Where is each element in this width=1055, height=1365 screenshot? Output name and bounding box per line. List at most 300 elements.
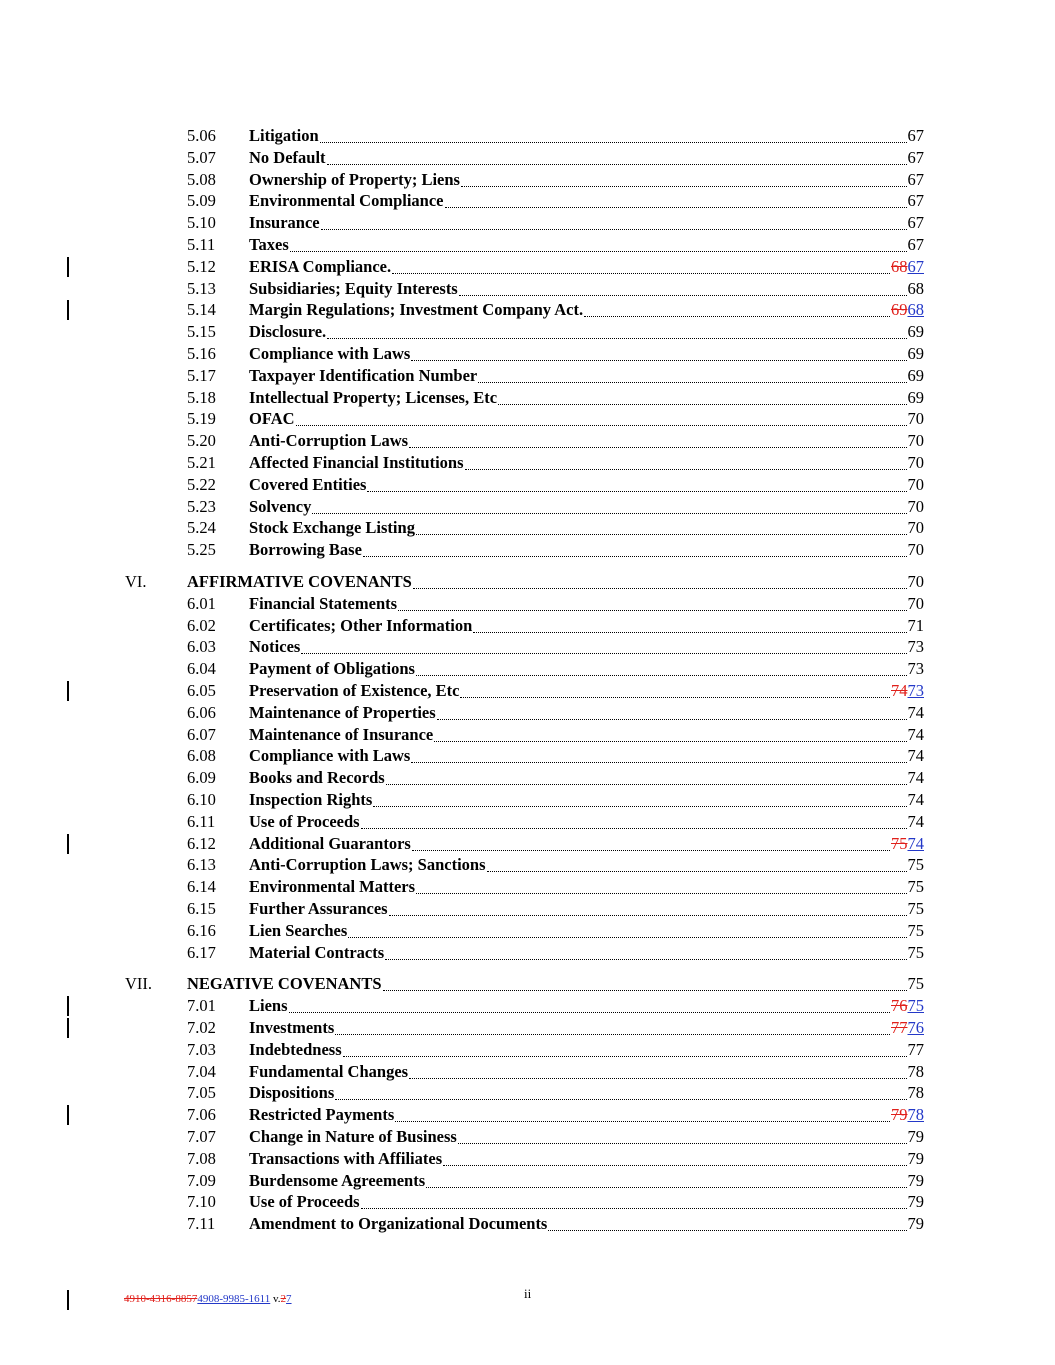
toc-section-entry — [0, 920, 1055, 942]
page-ref: 69 — [907, 344, 924, 363]
page-ref-inserted: 75 — [907, 996, 924, 1016]
toc-leader-line — [187, 571, 924, 593]
toc-leader-line — [249, 474, 924, 496]
section-title: Disclosure. — [249, 322, 327, 342]
toc-article-entry — [0, 571, 1055, 593]
toc-section-entry — [0, 212, 1055, 234]
toc-leader-line — [249, 1191, 924, 1213]
section-title: Change in Nature of Business — [249, 1127, 457, 1146]
section-title: OFAC — [249, 409, 295, 429]
page-ref — [891, 299, 924, 321]
page-ref — [891, 1104, 924, 1126]
section-number: 5.18 — [187, 387, 216, 407]
section-number: 6.15 — [187, 899, 216, 918]
dot-leader — [413, 587, 907, 589]
section-title: Anti-Corruption Laws — [249, 431, 409, 451]
dot-leader — [327, 163, 907, 165]
dot-leader — [385, 958, 906, 960]
section-number: 5.23 — [187, 496, 216, 516]
section-number: 5.19 — [187, 409, 216, 429]
dot-leader — [434, 740, 906, 742]
section-title: Burdensome Agreements — [249, 1170, 426, 1190]
page-ref: 70 — [907, 474, 924, 494]
toc-leader-line — [249, 1213, 924, 1235]
page-ref: 67 — [907, 126, 924, 145]
dot-leader — [320, 141, 907, 143]
dot-leader — [289, 1011, 890, 1013]
version-inserted: 7 — [286, 1293, 292, 1305]
section-number: 7.07 — [187, 1127, 216, 1146]
toc-section-entry — [0, 147, 1055, 169]
toc-section-entry — [0, 474, 1055, 496]
page-ref — [891, 680, 924, 702]
section-title: Notices — [249, 637, 301, 657]
section-number: 5.09 — [187, 191, 216, 211]
toc-section-entry — [0, 636, 1055, 658]
dot-leader — [458, 1142, 907, 1144]
section-title: Payment of Obligations — [249, 659, 415, 679]
dot-leader — [409, 446, 906, 448]
toc-leader-line — [249, 539, 924, 561]
section-title: Maintenance of Properties — [249, 702, 436, 722]
section-title: Use of Proceeds — [249, 1192, 360, 1212]
toc-section-entry — [0, 745, 1055, 767]
version-prefix: v. — [270, 1293, 281, 1305]
page-ref: 67 — [907, 235, 924, 254]
toc-section-entry — [0, 496, 1055, 518]
dot-leader — [389, 914, 907, 916]
section-number: 7.03 — [187, 1039, 216, 1059]
section-title: Taxes — [249, 235, 289, 254]
toc-leader-line — [249, 387, 924, 409]
toc-leader-line — [249, 125, 924, 147]
page-ref: 67 — [907, 147, 924, 167]
toc-leader-line — [249, 430, 924, 452]
section-title: Ownership of Property; Liens — [249, 169, 460, 189]
page-ref: 73 — [907, 659, 924, 679]
page-ref: 74 — [907, 724, 924, 744]
toc-leader-line — [249, 234, 924, 256]
dot-leader — [348, 936, 906, 938]
toc-section-entry — [0, 1148, 1055, 1170]
page-ref-deleted: 77 — [891, 1018, 908, 1037]
version-deleted: 2 — [280, 1293, 287, 1305]
toc-leader-line — [249, 724, 924, 746]
section-number: 7.01 — [187, 996, 216, 1016]
dot-leader — [296, 424, 907, 426]
toc-section-entry — [0, 615, 1055, 637]
page-ref: 79 — [907, 1170, 924, 1190]
toc-leader-line — [249, 636, 924, 658]
toc-leader-line — [249, 833, 924, 855]
section-title: Solvency — [249, 496, 312, 516]
section-title: Dispositions — [249, 1083, 335, 1103]
section-title: No Default — [249, 147, 326, 167]
section-number: 5.16 — [187, 344, 216, 363]
toc-leader-line — [249, 1126, 924, 1148]
toc-leader-line — [249, 452, 924, 474]
page-ref: 70 — [907, 453, 924, 472]
section-title: Affected Financial Institutions — [249, 453, 464, 472]
page-ref-deleted: 79 — [891, 1105, 908, 1125]
page-ref: 75 — [907, 877, 924, 897]
toc-section-entry — [0, 169, 1055, 191]
page-ref: 79 — [907, 1148, 924, 1168]
section-number: 6.06 — [187, 702, 216, 722]
toc-article-entry — [0, 973, 1055, 995]
toc-section-entry — [0, 256, 1055, 278]
toc-leader-line — [249, 615, 924, 637]
page-ref: 79 — [907, 1214, 924, 1234]
toc-leader-line — [249, 658, 924, 680]
page-ref: 70 — [907, 431, 924, 451]
toc-section-entry — [0, 343, 1055, 365]
toc-leader-line — [249, 920, 924, 942]
toc-leader-line — [249, 680, 924, 702]
dot-leader — [437, 718, 907, 720]
page-ref-inserted: 78 — [907, 1105, 924, 1125]
toc-section-entry — [0, 190, 1055, 212]
section-number: 5.11 — [187, 235, 216, 254]
section-title: Environmental Matters — [249, 877, 416, 897]
page-ref-inserted: 73 — [907, 681, 924, 700]
section-number: 5.17 — [187, 365, 216, 385]
page-footer — [0, 1283, 1055, 1313]
dot-leader — [373, 805, 906, 807]
page-ref: 74 — [907, 746, 924, 766]
page-ref: 75 — [907, 974, 924, 994]
section-number: 5.13 — [187, 278, 216, 298]
toc-leader-line — [249, 702, 924, 724]
page-ref: 67 — [907, 191, 924, 211]
toc-section-entry — [0, 517, 1055, 539]
toc-leader-line — [249, 1170, 924, 1192]
section-title: Insurance — [249, 213, 320, 233]
toc-leader-line — [249, 212, 924, 234]
toc-leader-line — [249, 278, 924, 300]
toc-leader-line — [249, 1061, 924, 1083]
dot-leader — [461, 185, 907, 187]
dot-leader — [445, 206, 907, 208]
toc-leader-line — [249, 496, 924, 518]
section-title: Indebtedness — [249, 1039, 342, 1059]
section-number: 7.04 — [187, 1061, 216, 1081]
section-number: VII. — [125, 974, 153, 994]
page-ref: 75 — [907, 899, 924, 918]
page-ref: 69 — [907, 387, 924, 407]
dot-leader — [473, 631, 906, 633]
toc-section-entry — [0, 539, 1055, 561]
section-number: 6.13 — [187, 855, 216, 875]
toc-leader-line — [249, 1039, 924, 1061]
section-title: Intellectual Property; Licenses, Etc — [249, 387, 498, 407]
dot-leader — [361, 1207, 907, 1209]
toc-section-entry — [0, 387, 1055, 409]
dot-leader — [411, 359, 906, 361]
toc-leader-line — [249, 995, 924, 1017]
toc-leader-line — [249, 811, 924, 833]
section-title: Covered Entities — [249, 474, 367, 494]
dot-leader — [487, 870, 907, 872]
section-title: Borrowing Base — [249, 540, 362, 560]
section-number: 5.10 — [187, 213, 216, 233]
toc-leader-line — [249, 343, 924, 365]
change-bar — [67, 834, 69, 854]
dot-leader — [459, 294, 907, 296]
dot-leader — [416, 674, 907, 676]
section-title: Maintenance of Insurance — [249, 724, 434, 744]
toc-section-entry — [0, 1191, 1055, 1213]
toc-leader-line — [249, 517, 924, 539]
doc-id-deleted: 4910-4316-8857 — [124, 1293, 198, 1305]
page-ref: 70 — [907, 593, 924, 613]
section-title: Use of Proceeds — [249, 811, 360, 831]
toc-leader-line — [249, 1017, 924, 1039]
toc-section-entry — [0, 1170, 1055, 1192]
toc-leader-line — [249, 299, 924, 321]
dot-leader — [460, 696, 890, 698]
toc-section-entry — [0, 811, 1055, 833]
section-number: 5.12 — [187, 256, 216, 276]
page-ref-deleted: 69 — [891, 300, 908, 320]
page-ref: 70 — [907, 572, 924, 591]
toc-leader-line — [249, 745, 924, 767]
toc-section-entry — [0, 789, 1055, 811]
page-ref — [891, 1017, 924, 1039]
toc-section-entry — [0, 876, 1055, 898]
toc-leader-line — [249, 898, 924, 920]
dot-leader — [327, 337, 906, 339]
dot-leader — [386, 783, 907, 785]
section-title: Transactions with Affiliates — [249, 1148, 443, 1168]
toc-section-entry — [0, 995, 1055, 1017]
section-number: 5.24 — [187, 518, 216, 538]
toc-section-entry — [0, 833, 1055, 855]
page-ref-inserted: 67 — [907, 256, 924, 276]
dot-leader — [343, 1055, 907, 1057]
section-number: 5.20 — [187, 431, 216, 451]
toc-leader-line — [249, 1082, 924, 1104]
section-title: Additional Guarantors — [249, 833, 411, 853]
section-number: 6.07 — [187, 724, 216, 744]
section-number: 5.08 — [187, 169, 216, 189]
dot-leader — [367, 490, 906, 492]
section-title: Environmental Compliance — [249, 191, 444, 211]
toc-leader-line — [249, 256, 924, 278]
page-ref-deleted: 75 — [891, 833, 908, 853]
section-number: 5.22 — [187, 474, 216, 494]
page-ref: 70 — [907, 518, 924, 538]
section-title: Subsidiaries; Equity Interests — [249, 278, 458, 298]
section-number: 6.04 — [187, 659, 216, 679]
toc-section-entry — [0, 278, 1055, 300]
section-title: Margin Regulations; Investment Company Act. — [249, 300, 584, 320]
section-number: 7.02 — [187, 1018, 216, 1037]
dot-leader — [363, 555, 907, 557]
page-ref: 78 — [907, 1083, 924, 1103]
toc-section-entry — [0, 1104, 1055, 1126]
page-ref: 77 — [907, 1039, 924, 1059]
section-number: 5.14 — [187, 300, 216, 320]
section-number: 6.12 — [187, 833, 216, 853]
toc-section-entry — [0, 125, 1055, 147]
section-number: 5.06 — [187, 126, 216, 145]
section-number: 6.16 — [187, 920, 216, 940]
page-ref-inserted: 76 — [907, 1018, 924, 1037]
page-ref: 74 — [907, 702, 924, 722]
page-ref: 75 — [907, 942, 924, 962]
change-bar — [67, 300, 69, 320]
section-title: Litigation — [249, 126, 319, 145]
toc-leader-line — [249, 789, 924, 811]
dot-leader — [443, 1164, 906, 1166]
section-number: 7.09 — [187, 1170, 216, 1190]
section-title: Material Contracts — [249, 942, 385, 962]
page-ref: 70 — [907, 540, 924, 560]
section-title: Taxpayer Identification Number — [249, 365, 478, 385]
section-number: 7.08 — [187, 1148, 216, 1168]
section-title: AFFIRMATIVE COVENANTS — [187, 572, 412, 591]
toc-leader-line — [249, 1148, 924, 1170]
page-ref: 69 — [907, 365, 924, 385]
toc-section-entry — [0, 854, 1055, 876]
section-number: 6.11 — [187, 811, 216, 831]
toc-section-entry — [0, 234, 1055, 256]
document-id — [124, 1292, 292, 1306]
toc-section-entry — [0, 942, 1055, 964]
toc-leader-line — [249, 854, 924, 876]
change-bar — [67, 681, 69, 701]
section-number: 6.03 — [187, 637, 216, 657]
page-ref: 69 — [907, 322, 924, 342]
toc-section-entry — [0, 593, 1055, 615]
page-ref-inserted: 68 — [907, 300, 924, 320]
section-number: 6.14 — [187, 877, 216, 897]
dot-leader — [361, 827, 907, 829]
toc-leader-line — [249, 408, 924, 430]
section-title: NEGATIVE COVENANTS — [187, 974, 382, 994]
section-number: 7.10 — [187, 1192, 216, 1212]
toc-leader-line — [249, 321, 924, 343]
dot-leader — [290, 250, 907, 252]
page-ref: 73 — [907, 637, 924, 657]
page-ref: 79 — [907, 1127, 924, 1146]
toc-leader-line — [187, 973, 924, 995]
section-title: Preservation of Existence, Etc — [249, 681, 460, 700]
section-title: Stock Exchange Listing — [249, 518, 415, 538]
change-bar — [67, 1105, 69, 1125]
page-ref: 79 — [907, 1192, 924, 1212]
page-ref-deleted: 76 — [891, 996, 908, 1016]
page-ref: 68 — [907, 278, 924, 298]
section-title: Further Assurances — [249, 899, 388, 918]
dot-leader — [416, 892, 906, 894]
toc-leader-line — [249, 1104, 924, 1126]
dot-leader — [498, 403, 906, 405]
toc-leader-line — [249, 593, 924, 615]
dot-leader — [548, 1229, 906, 1231]
section-number: 5.25 — [187, 540, 216, 560]
section-title: Fundamental Changes — [249, 1061, 409, 1081]
dot-leader — [321, 228, 907, 230]
section-number: 6.05 — [187, 681, 216, 700]
dot-leader — [478, 381, 906, 383]
page-ref: 75 — [907, 855, 924, 875]
section-number: 6.01 — [187, 593, 216, 613]
page-ref: 67 — [907, 213, 924, 233]
doc-id-inserted: 4908-9985-1611 — [197, 1293, 271, 1305]
dot-leader — [301, 652, 906, 654]
toc-section-entry — [0, 1213, 1055, 1235]
section-title: Inspection Rights — [249, 790, 373, 809]
page-ref-inserted: 74 — [907, 833, 924, 853]
section-title: Restricted Payments — [249, 1105, 395, 1125]
page-ref: 74 — [907, 790, 924, 809]
toc-leader-line — [249, 147, 924, 169]
section-number: 6.08 — [187, 746, 216, 766]
page-ref: 74 — [907, 768, 924, 788]
toc-leader-line — [249, 767, 924, 789]
page-ref-deleted: 68 — [891, 256, 908, 276]
section-number: 6.10 — [187, 790, 216, 809]
section-title: ERISA Compliance. — [249, 256, 392, 276]
dot-leader — [335, 1098, 906, 1100]
page-ref — [891, 833, 924, 855]
toc-section-entry — [0, 724, 1055, 746]
dot-leader — [411, 761, 906, 763]
toc-section-entry — [0, 452, 1055, 474]
page-ref: 75 — [907, 920, 924, 940]
section-number: 7.11 — [187, 1214, 216, 1234]
section-number: VI. — [125, 572, 147, 591]
toc-section-entry — [0, 321, 1055, 343]
dot-leader — [312, 512, 906, 514]
dot-leader — [426, 1186, 906, 1188]
section-number: 6.02 — [187, 615, 216, 635]
section-number: 7.05 — [187, 1083, 216, 1103]
toc-section-entry — [0, 702, 1055, 724]
page-ref: 70 — [907, 496, 924, 516]
change-bar — [67, 1018, 69, 1038]
dot-leader — [416, 533, 907, 535]
dot-leader — [383, 989, 907, 991]
section-title: Anti-Corruption Laws; Sanctions — [249, 855, 486, 875]
page-ref: 74 — [907, 811, 924, 831]
toc-leader-line — [249, 190, 924, 212]
dot-leader — [584, 315, 890, 317]
dot-leader — [395, 1120, 890, 1122]
section-title: Books and Records — [249, 768, 385, 788]
section-title: Compliance with Laws — [249, 746, 411, 766]
toc-leader-line — [249, 365, 924, 387]
toc-section-entry — [0, 365, 1055, 387]
dot-leader — [392, 272, 890, 274]
section-title: Financial Statements — [249, 593, 398, 613]
section-title: Compliance with Laws — [249, 344, 411, 363]
toc-section-entry — [0, 1017, 1055, 1039]
page-ref: 71 — [907, 615, 924, 635]
toc-section-entry — [0, 299, 1055, 321]
section-number: 7.06 — [187, 1105, 216, 1125]
toc-section-entry — [0, 430, 1055, 452]
section-number: 6.09 — [187, 768, 216, 788]
page-ref — [891, 256, 924, 278]
page-ref: 70 — [907, 409, 924, 429]
toc-section-entry — [0, 658, 1055, 680]
page-ref — [891, 995, 924, 1017]
section-title: Lien Searches — [249, 920, 348, 940]
toc-section-entry — [0, 1082, 1055, 1104]
